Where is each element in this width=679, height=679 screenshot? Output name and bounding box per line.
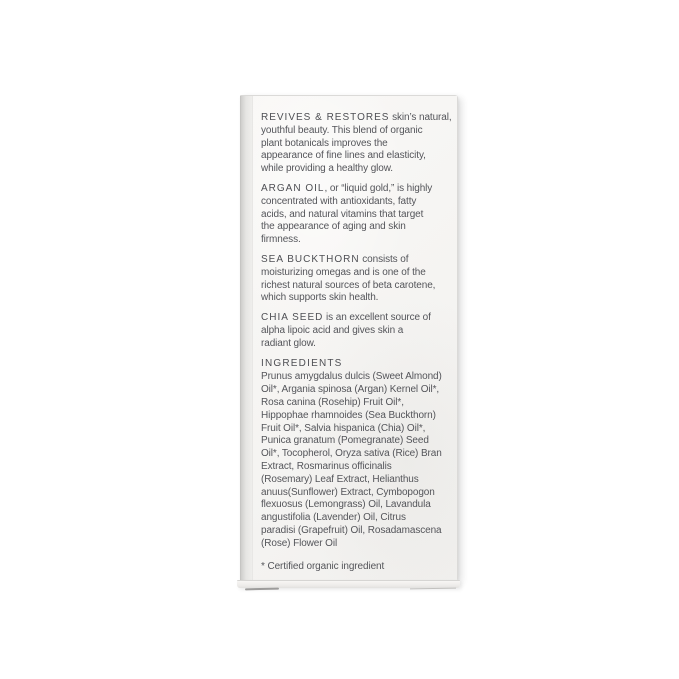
box-bottom-flap (237, 580, 460, 588)
description-paragraph-sea-buckthorn (261, 254, 454, 305)
text-line (261, 254, 454, 267)
text-line: which supports skin health. (261, 292, 379, 304)
text-line: youthful beauty. This blend of organic (261, 124, 423, 136)
text-line: Punica granatum (Pomegranate) Seed (261, 435, 429, 447)
text-line: acids, and natural vitamins that target (261, 208, 424, 220)
paragraph-continuation (261, 267, 454, 305)
paragraph-first-line-rest: consists of (359, 253, 409, 265)
ingredients-list (261, 371, 454, 550)
text-line (261, 312, 454, 325)
text-line: Extract, Rosmarinus officinalis (261, 460, 392, 472)
text-line: Oil*, Tocopherol, Oryza sativa (Rice) Bran (261, 448, 442, 460)
text-line: radiant glow. (261, 337, 316, 349)
text-line: concentrated with antioxidants, fatty (261, 195, 417, 207)
description-paragraph-argan-oil (261, 183, 454, 247)
paragraph-lead: REVIVES & RESTORES (261, 112, 390, 123)
text-line: Fruit Oil*, Salvia hispanica (Chia) Oil*, (261, 422, 426, 434)
text-line: (Rose) Flower Oil (261, 537, 338, 549)
text-line: plant botanicals improves the (261, 137, 388, 149)
paragraph-continuation (261, 125, 454, 176)
paragraph-first-line-rest: is an excellent source of (323, 312, 431, 324)
paragraph-lead: SEA BUCKTHORN (261, 253, 360, 265)
text-line: moisturizing omegas and is one of the (261, 266, 426, 278)
paragraph-first-line-rest: , or “liquid gold,” is highly (324, 182, 433, 194)
text-line: Oil*, Argania spinosa (Argan) Kernel Oil*, (261, 384, 440, 396)
paragraph-lead: CHIA SEED (261, 312, 324, 324)
text-line: Rosa canina (Rosehip) Fruit Oil*, (261, 396, 404, 408)
paragraph-continuation (261, 196, 454, 247)
text-line: (Rosemary) Leaf Extract, Helianthus (261, 473, 419, 485)
certified-organic-footnote: * Certified organic ingredient (261, 560, 385, 572)
text-line: angustifolia (Lavender) Oil, Citrus (261, 512, 406, 524)
box-back-panel (253, 96, 457, 580)
product-box (240, 95, 458, 580)
text-line: Hippophae rhamnoides (Sea Buckthorn) (261, 409, 436, 421)
paragraph-lead: ARGAN OIL (261, 182, 325, 194)
text-line: while providing a healthy glow. (261, 163, 393, 175)
text-line: Prunus amygdalus dulcis (Sweet Almond) (261, 371, 442, 383)
text-line (261, 183, 454, 196)
text-line: the appearance of aging and skin (261, 221, 406, 233)
text-line: anuus(Sunflower) Extract, Cymbopogon (261, 486, 435, 498)
text-line: richest natural sources of beta carotene, (261, 279, 436, 291)
paragraph-continuation (261, 325, 454, 351)
paragraph-first-line-rest: skin’s natural, (389, 112, 452, 123)
text-line (261, 112, 454, 125)
ingredients-heading: INGREDIENTS (261, 357, 343, 369)
text-line: alpha lipoic acid and gives skin a (261, 324, 404, 336)
description-paragraph-revives (261, 112, 454, 176)
text-line: paradisi (Grapefruit) Oil, Rosadamascena (261, 524, 442, 536)
text-line: flexuosus (Lemongrass) Oil, Lavandula (261, 499, 431, 511)
text-line: firmness. (261, 234, 301, 246)
text-line: appearance of fine lines and elasticity, (261, 150, 426, 162)
description-paragraph-chia-seed (261, 312, 454, 350)
box-left-side-panel (240, 96, 253, 580)
